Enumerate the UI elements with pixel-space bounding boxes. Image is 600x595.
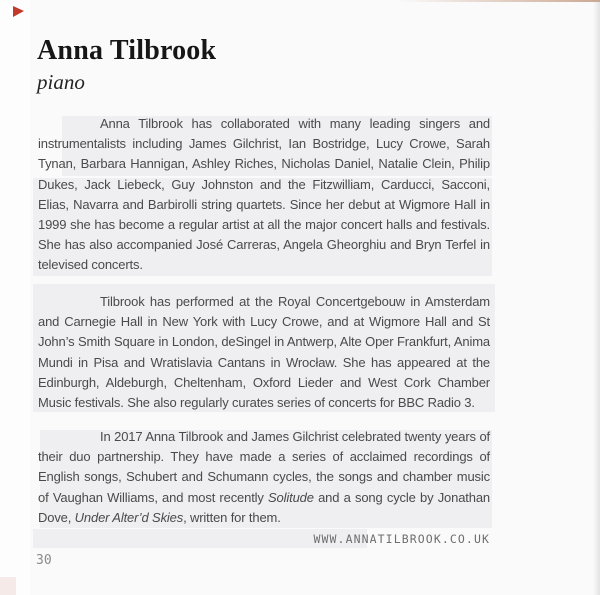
body-text: Tilbrook has performed at the Royal Concertgebouw in Amsterdam and Carnegie Hall in New York with Lucy Crowe, and at Wigmore Hall and St John’s Smith Square in London, deSingel in Antwerp, Alte Oper Frankfurt, Anima Mundi in Pisa and Wratislavia Cantans in Wrocław. She has appeared at the Edinburgh, Aldeburgh, Cheltenham, Oxford Lieder and West Cork Chamber Music festivals. She also regularly curates series of concerts for BBC Radio 3. [38,294,490,411]
body-text: Anna Tilbrook has collaborated with many leading singers and instrumentalists including James Gilchrist, Ian Bostridge, Lucy Crowe, Sarah Tynan, Barbara Hannigan, Ashley Riches, Nicholas Daniel, Natalie Clein, Philip Dukes, Jack Liebeck, Guy Johnston and the Fitzwilliam, Carducci, Sacconi, Elias, Navarra and Barbirolli string quartets. Since her debut at Wigmore Hall in 1999 she has become a regular artist at all the major concert halls and festivals. She has also accompanied José Carreras, Angela Gheorghiu and Bryn Terfel in televised concerts. [38,116,490,273]
work-title-italic: Under Alter’d Skies [74,509,184,525]
body-text: In 2017 Anna Tilbrook and James Gilchrist celebrated twenty years of their duo partnership. They have made a series of acclaimed recordings of English songs, Schubert and Schumann cycles, the songs and chamber music of Vaughan Williams, and most recently [38,429,490,505]
page-subtitle: piano [37,70,85,94]
scan-corner-bottom-left [0,577,16,595]
page-title: Anna Tilbrook [37,35,217,66]
website-url: WWW.ANNATILBROOK.CO.UK [313,532,490,546]
page-number: 30 [36,553,52,568]
paragraph [38,114,490,276]
paragraph [38,427,490,528]
body-text: and a song cycle by Jonathan Dove, [38,489,490,525]
scan-edge-top [398,0,600,2]
paragraph [38,292,490,413]
body-text: , written for them. [183,509,281,525]
red-triangle-icon [13,6,24,17]
work-title-italic: Solitude [268,489,314,505]
scan-edge-right [593,0,600,595]
scan-edge-left [0,0,30,595]
page-header [37,36,216,95]
